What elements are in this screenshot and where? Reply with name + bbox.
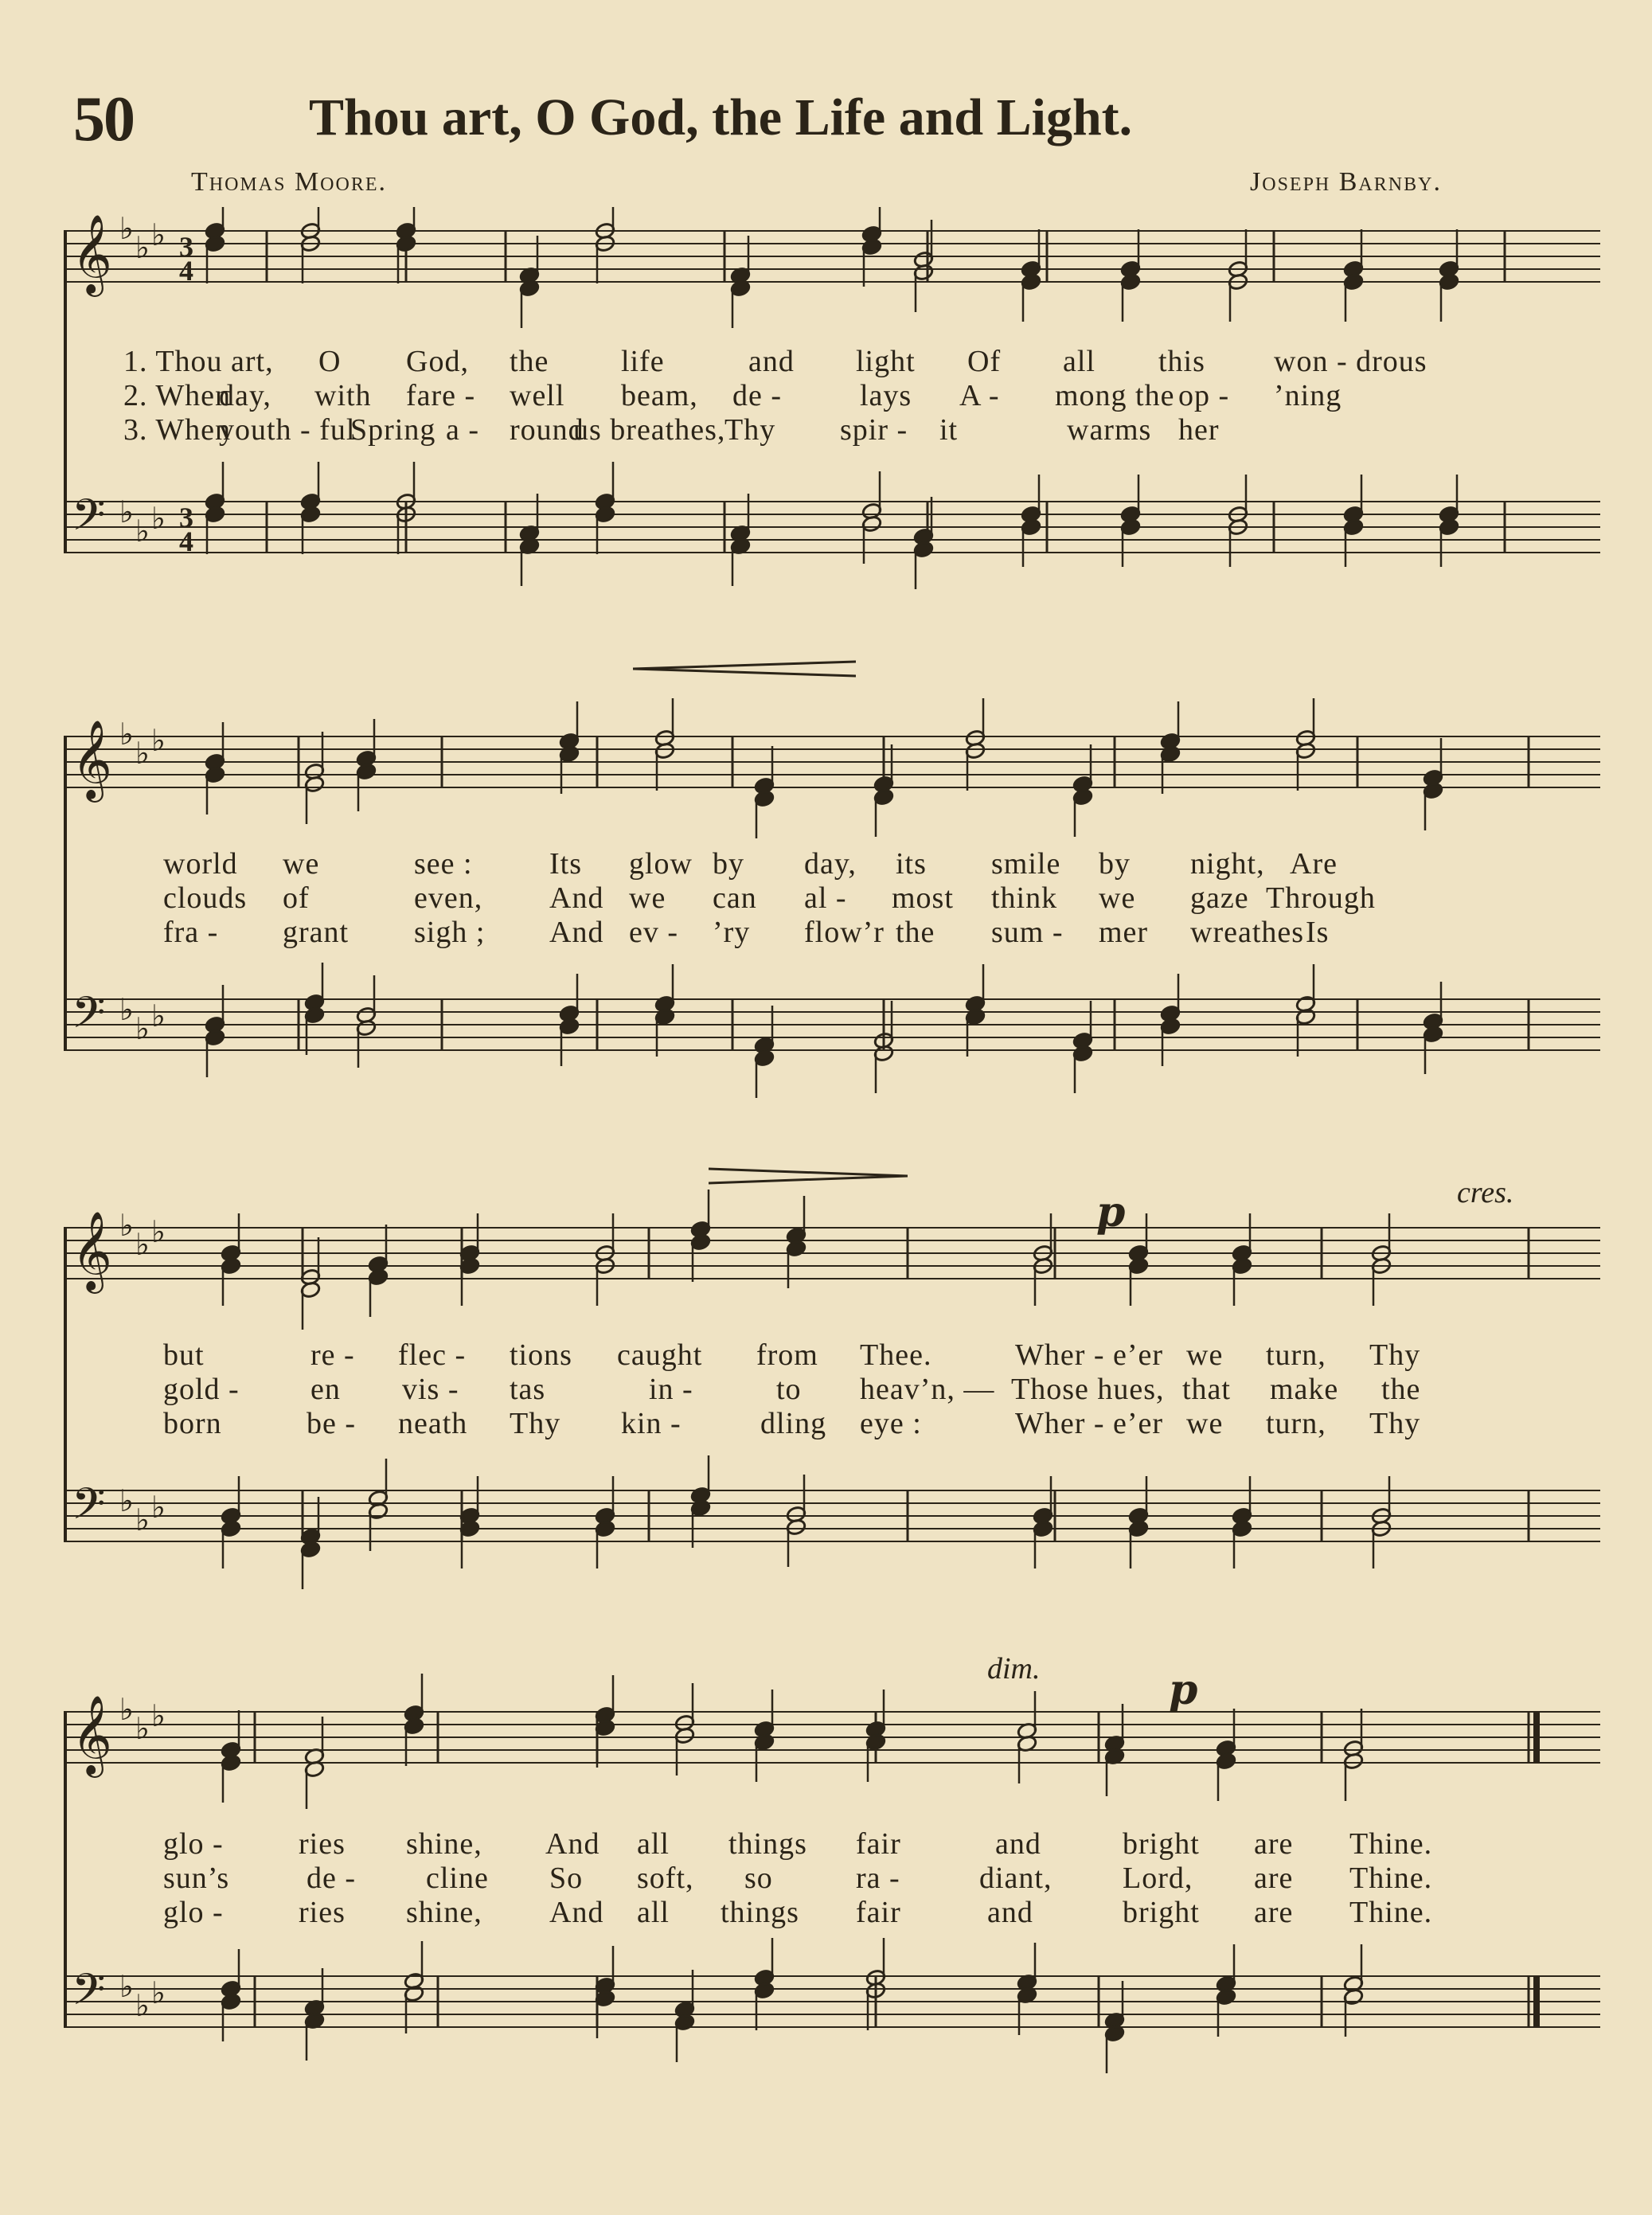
lyric-syllable: grant [283, 916, 350, 949]
lyric-syllable: we [1186, 1407, 1224, 1440]
flat-sign: ♭ [151, 1977, 166, 2010]
lyric-syllable: think [991, 881, 1058, 915]
lyric-syllable: are [1254, 1861, 1294, 1895]
lyric-syllable: we [283, 847, 320, 881]
bass-clef: 𝄢 [72, 1479, 106, 1540]
treble-clef: 𝄞 [72, 214, 112, 294]
lyric-syllable: we [1186, 1338, 1224, 1372]
lyric-syllable: by [1099, 847, 1131, 881]
lyric-syllable: tions [510, 1338, 572, 1372]
flat-sign: ♭ [119, 496, 134, 529]
lyric-syllable: Lord, [1123, 1861, 1193, 1895]
composer-credit: Joseph Barnby. [1250, 167, 1442, 197]
lyric-syllable: And [549, 881, 604, 915]
flat-sign: ♭ [135, 1013, 150, 1046]
flat-sign: ♭ [135, 1990, 150, 2023]
lyric-syllable: are [1254, 1827, 1294, 1861]
lyric-syllable: Thy [1369, 1407, 1421, 1440]
lyric-syllable: Its [549, 847, 582, 881]
lyric-syllable: smile [991, 847, 1061, 881]
hymn-number: 50 [73, 84, 134, 154]
lyric-syllable: to [776, 1373, 802, 1406]
lyric-syllable: re - [310, 1338, 355, 1372]
lyric-syllable: heav’n, — [860, 1373, 995, 1406]
lyric-syllable: and [987, 1896, 1033, 1929]
lyric-syllable: born [163, 1407, 222, 1440]
bass-clef: 𝄢 [72, 490, 106, 551]
lyric-syllable: of [283, 881, 310, 915]
music-system-1 [64, 207, 1600, 653]
lyric-syllable: 1. Thou [123, 345, 223, 378]
lyric-syllable: Thine. [1349, 1861, 1433, 1895]
time-signature-digit: 3 [179, 231, 193, 263]
lyric-syllable: shine, [406, 1896, 482, 1929]
flat-sign: ♭ [151, 219, 166, 252]
lyric-syllable: we [629, 881, 666, 915]
lyric-syllable: soft, [637, 1861, 694, 1895]
lyric-syllable: clouds [163, 881, 248, 915]
lyric-syllable: Thy [724, 413, 776, 447]
lyric-syllable: it [939, 413, 959, 447]
flat-sign: ♭ [135, 737, 150, 771]
lyric-syllable: Those hues, [1011, 1373, 1165, 1406]
lyric-syllable: op - [1178, 379, 1230, 412]
lyric-syllable: things [728, 1827, 807, 1861]
lyric-syllable: Through [1266, 881, 1376, 915]
lyric-syllable: neath [398, 1407, 468, 1440]
lyric-syllable: and [748, 345, 795, 378]
lyric-syllable: shine, [406, 1827, 482, 1861]
bass-clef: 𝄢 [72, 987, 106, 1049]
lyric-syllable: fra - [163, 916, 219, 949]
crescendo-marking: cres. [1457, 1176, 1514, 1209]
lyric-syllable: the [1381, 1373, 1421, 1406]
lyric-syllable: ries [299, 1827, 346, 1861]
lyric-syllable: diant, [979, 1861, 1053, 1895]
flat-sign: ♭ [135, 1504, 150, 1537]
lyric-syllable: 3. When [123, 413, 232, 447]
lyric-syllable: things [721, 1896, 799, 1929]
lyric-syllable: mer [1099, 916, 1149, 949]
lyric-syllable: even, [414, 881, 483, 915]
lyric-syllable: all [637, 1896, 670, 1929]
lyric-syllable: us breathes, [573, 413, 726, 447]
hymn-title: Thou art, O God, the Life and Light. [309, 88, 1133, 146]
lyric-syllable: turn, [1266, 1407, 1326, 1440]
lyric-syllable: tas [510, 1373, 546, 1406]
lyric-syllable: from [756, 1338, 818, 1372]
time-signature-digit: 4 [179, 525, 193, 557]
lyric-syllable: de - [732, 379, 783, 412]
lyric-syllable: Are [1290, 847, 1338, 881]
lyric-syllable: all [637, 1827, 670, 1861]
flat-sign: ♭ [119, 1971, 134, 2004]
lyric-syllable: in - [649, 1373, 693, 1406]
lyric-syllable: we [1099, 881, 1136, 915]
lyric-syllable: art, [231, 345, 274, 378]
lyric-syllable: ev - [629, 916, 679, 949]
flat-sign: ♭ [151, 725, 166, 758]
lyric-syllable: 2. When [123, 379, 232, 412]
lyric-syllable: glo - [163, 1827, 224, 1861]
lyric-syllable: well [510, 379, 565, 412]
music-system-2 [64, 657, 1600, 1103]
lyric-syllable: en [310, 1373, 341, 1406]
flat-sign: ♭ [119, 1209, 134, 1243]
lyric-syllable: but [163, 1338, 205, 1372]
lyric-syllable: sum - [991, 916, 1064, 949]
lyric-syllable: fair [856, 1896, 901, 1929]
lyric-syllable: eye : [860, 1407, 922, 1440]
lyric-syllable: Spring [350, 413, 436, 447]
lyric-syllable: Thine. [1349, 1896, 1433, 1929]
flat-sign: ♭ [119, 718, 134, 752]
dynamic-piano: p [1169, 1666, 1198, 1714]
music-system-3 [64, 1156, 1600, 1602]
lyric-syllable: lays [860, 379, 912, 412]
flat-sign: ♭ [119, 994, 134, 1027]
lyric-syllable: ’ry [713, 916, 751, 949]
lyric-syllable: Thee. [860, 1338, 932, 1372]
flat-sign: ♭ [119, 213, 134, 246]
lyric-syllable: night, [1190, 847, 1265, 881]
lyric-syllable: beam, [621, 379, 698, 412]
lyric-syllable: glo - [163, 1896, 224, 1929]
flat-sign: ♭ [151, 1700, 166, 1733]
lyric-syllable: the [510, 345, 549, 378]
treble-clef: 𝄞 [72, 720, 112, 799]
lyric-syllable: spir - [840, 413, 908, 447]
lyric-syllable: so [744, 1861, 773, 1895]
music-system-4 [64, 1642, 1600, 2088]
flat-sign: ♭ [135, 1713, 150, 1746]
lyric-syllable: fair [856, 1827, 901, 1861]
lyric-syllable: all [1063, 345, 1095, 378]
lyric-syllable: O [318, 345, 342, 378]
dynamic-piano: p [1096, 1188, 1126, 1236]
lyric-syllable: caught [617, 1338, 703, 1372]
lyric-syllable: its [896, 847, 927, 881]
lyric-syllable: glow [629, 847, 693, 881]
lyric-syllable: flow’r [804, 916, 885, 949]
lyric-syllable: fare - [406, 379, 476, 412]
lyric-syllable: sigh ; [414, 916, 486, 949]
flat-sign: ♭ [151, 1000, 166, 1033]
lyric-syllable: are [1254, 1896, 1294, 1929]
lyric-syllable: sun’s [163, 1861, 230, 1895]
lyric-syllable: Of [967, 345, 1002, 378]
lyric-syllable: bright [1123, 1896, 1200, 1929]
flat-sign: ♭ [135, 232, 150, 265]
time-signature-digit: 4 [179, 255, 193, 287]
lyric-syllable: see : [414, 847, 473, 881]
lyric-syllable: turn, [1266, 1338, 1326, 1372]
lyric-syllable: mong the [1055, 379, 1175, 412]
lyric-syllable: ’ning [1274, 379, 1342, 412]
lyric-syllable: won - drous [1274, 345, 1427, 378]
flat-sign: ♭ [119, 1485, 134, 1518]
flat-sign: ♭ [135, 515, 150, 549]
lyric-syllable: wreathes [1190, 916, 1305, 949]
lyric-syllable: a - [446, 413, 480, 447]
staff-lines [64, 231, 1600, 553]
lyric-syllable: vis - [402, 1373, 459, 1406]
lyric-syllable: And [549, 916, 604, 949]
score-staves [64, 1156, 1600, 1602]
lyric-syllable: Thine. [1349, 1827, 1433, 1861]
lyric-syllable: day, [219, 379, 271, 412]
lyric-syllable: flec - [398, 1338, 467, 1372]
lyric-syllable: Wher - e’er [1015, 1407, 1164, 1440]
lyric-syllable: and [995, 1827, 1041, 1861]
lyric-syllable: And [545, 1827, 600, 1861]
flat-sign: ♭ [151, 1216, 166, 1249]
lyric-syllable: the [896, 916, 935, 949]
lyric-syllable: A - [959, 379, 1000, 412]
staff-lines [64, 1228, 1600, 1541]
lyric-syllable: And [549, 1896, 604, 1929]
lyric-syllable: gold - [163, 1373, 240, 1406]
notes-group [205, 207, 1459, 589]
lyric-syllable: world [163, 847, 238, 881]
treble-clef: 𝄞 [72, 1211, 112, 1291]
lyric-syllable: So [549, 1861, 584, 1895]
lyric-syllable: with [314, 379, 372, 412]
lyric-syllable: make [1270, 1373, 1339, 1406]
lyric-syllable: her [1178, 413, 1220, 447]
lyric-syllable: ra - [856, 1861, 900, 1895]
lyric-syllable: kin - [621, 1407, 681, 1440]
lyric-syllable: this [1158, 345, 1205, 378]
diminuendo-marking: dim. [987, 1652, 1041, 1686]
lyric-syllable: bright [1123, 1827, 1200, 1861]
lyric-syllable: ries [299, 1896, 346, 1929]
lyric-syllable: God, [406, 345, 469, 378]
lyric-syllable: most [892, 881, 954, 915]
text-author-credit: Thomas Moore. [191, 167, 388, 197]
treble-clef: 𝄞 [72, 1695, 112, 1775]
time-signature-digit: 3 [179, 502, 193, 533]
lyric-syllable: de - [307, 1861, 357, 1895]
lyric-syllable: round [510, 413, 584, 447]
bass-clef: 𝄢 [72, 1964, 106, 2026]
flat-sign: ♭ [119, 1693, 134, 1727]
lyric-syllable: life [621, 345, 665, 378]
lyric-syllable: be - [307, 1407, 357, 1440]
flat-sign: ♭ [151, 1491, 166, 1525]
lyric-syllable: that [1182, 1373, 1231, 1406]
lyric-syllable: Is [1306, 916, 1330, 949]
lyric-syllable: gaze [1190, 881, 1249, 915]
lyric-syllable: by [713, 847, 744, 881]
lyric-syllable: can [713, 881, 757, 915]
lyric-syllable: Thy [1369, 1338, 1421, 1372]
lyric-syllable: light [856, 345, 916, 378]
lyric-syllable: day, [804, 847, 857, 881]
flat-sign: ♭ [135, 1229, 150, 1262]
lyric-syllable: warms [1067, 413, 1152, 447]
lyric-syllable: Wher - e’er [1015, 1338, 1164, 1372]
lyric-syllable: al - [804, 881, 847, 915]
lyric-syllable: Thy [510, 1407, 561, 1440]
flat-sign: ♭ [151, 502, 166, 536]
lyric-syllable: cline [426, 1861, 489, 1895]
lyric-syllable: youth - ful [219, 413, 356, 447]
lyric-syllable: dling [760, 1407, 827, 1440]
